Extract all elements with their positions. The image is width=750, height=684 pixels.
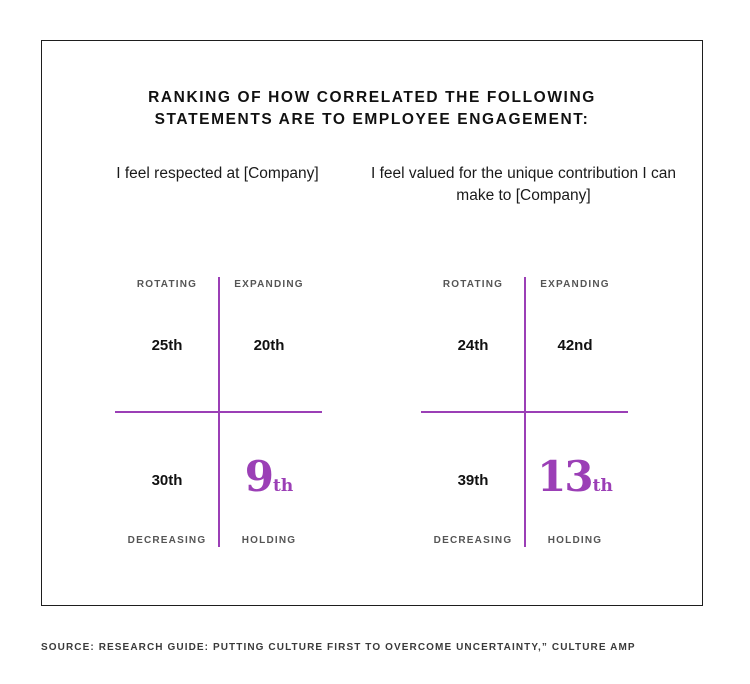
label-holding: HOLDING: [241, 535, 297, 546]
quadrant-horizontal-axis: [115, 411, 322, 413]
statement-valued: I feel valued for the unique contribution I can make to [Company]: [370, 165, 677, 204]
rank-holding-highlight: [219, 452, 319, 501]
quadrant-valued: [421, 277, 628, 547]
title-line-2: STATEMENTS ARE TO EMPLOYEE ENGAGEMENT:: [154, 111, 590, 128]
source-citation: SOURCE: RESEARCH GUIDE: PUTTING CULTURE FIRST TO OVERCOME UNCERTAINTY,” CULTURE AMP: [41, 642, 636, 653]
rank-decreasing: 39th: [457, 472, 489, 489]
label-rotating: ROTATING: [442, 279, 504, 290]
statement-respected: I feel respected at [Company]: [116, 165, 319, 182]
label-decreasing: DECREASING: [127, 535, 207, 546]
infographic-frame: [41, 40, 703, 606]
rank-holding-suffix: th: [273, 476, 294, 496]
rank-holding-number: 9: [244, 452, 272, 501]
quadrant-horizontal-axis: [421, 411, 628, 413]
title-line-1: RANKING OF HOW CORRELATED THE FOLLOWING: [148, 89, 596, 106]
rank-expanding: 42nd: [557, 337, 593, 354]
quadrant-respected: [115, 277, 322, 547]
rank-holding-highlight: [525, 452, 625, 501]
page-title: [42, 87, 702, 131]
label-decreasing: DECREASING: [433, 535, 513, 546]
label-expanding: EXPANDING: [234, 279, 304, 290]
rank-decreasing: 30th: [151, 472, 183, 489]
label-rotating: ROTATING: [136, 279, 198, 290]
label-holding: HOLDING: [547, 535, 603, 546]
rank-holding-number: 13: [537, 452, 592, 501]
label-expanding: EXPANDING: [540, 279, 610, 290]
rank-expanding: 20th: [253, 337, 285, 354]
rank-rotating: 25th: [151, 337, 183, 354]
rank-holding-suffix: th: [592, 476, 613, 496]
rank-rotating: 24th: [457, 337, 489, 354]
